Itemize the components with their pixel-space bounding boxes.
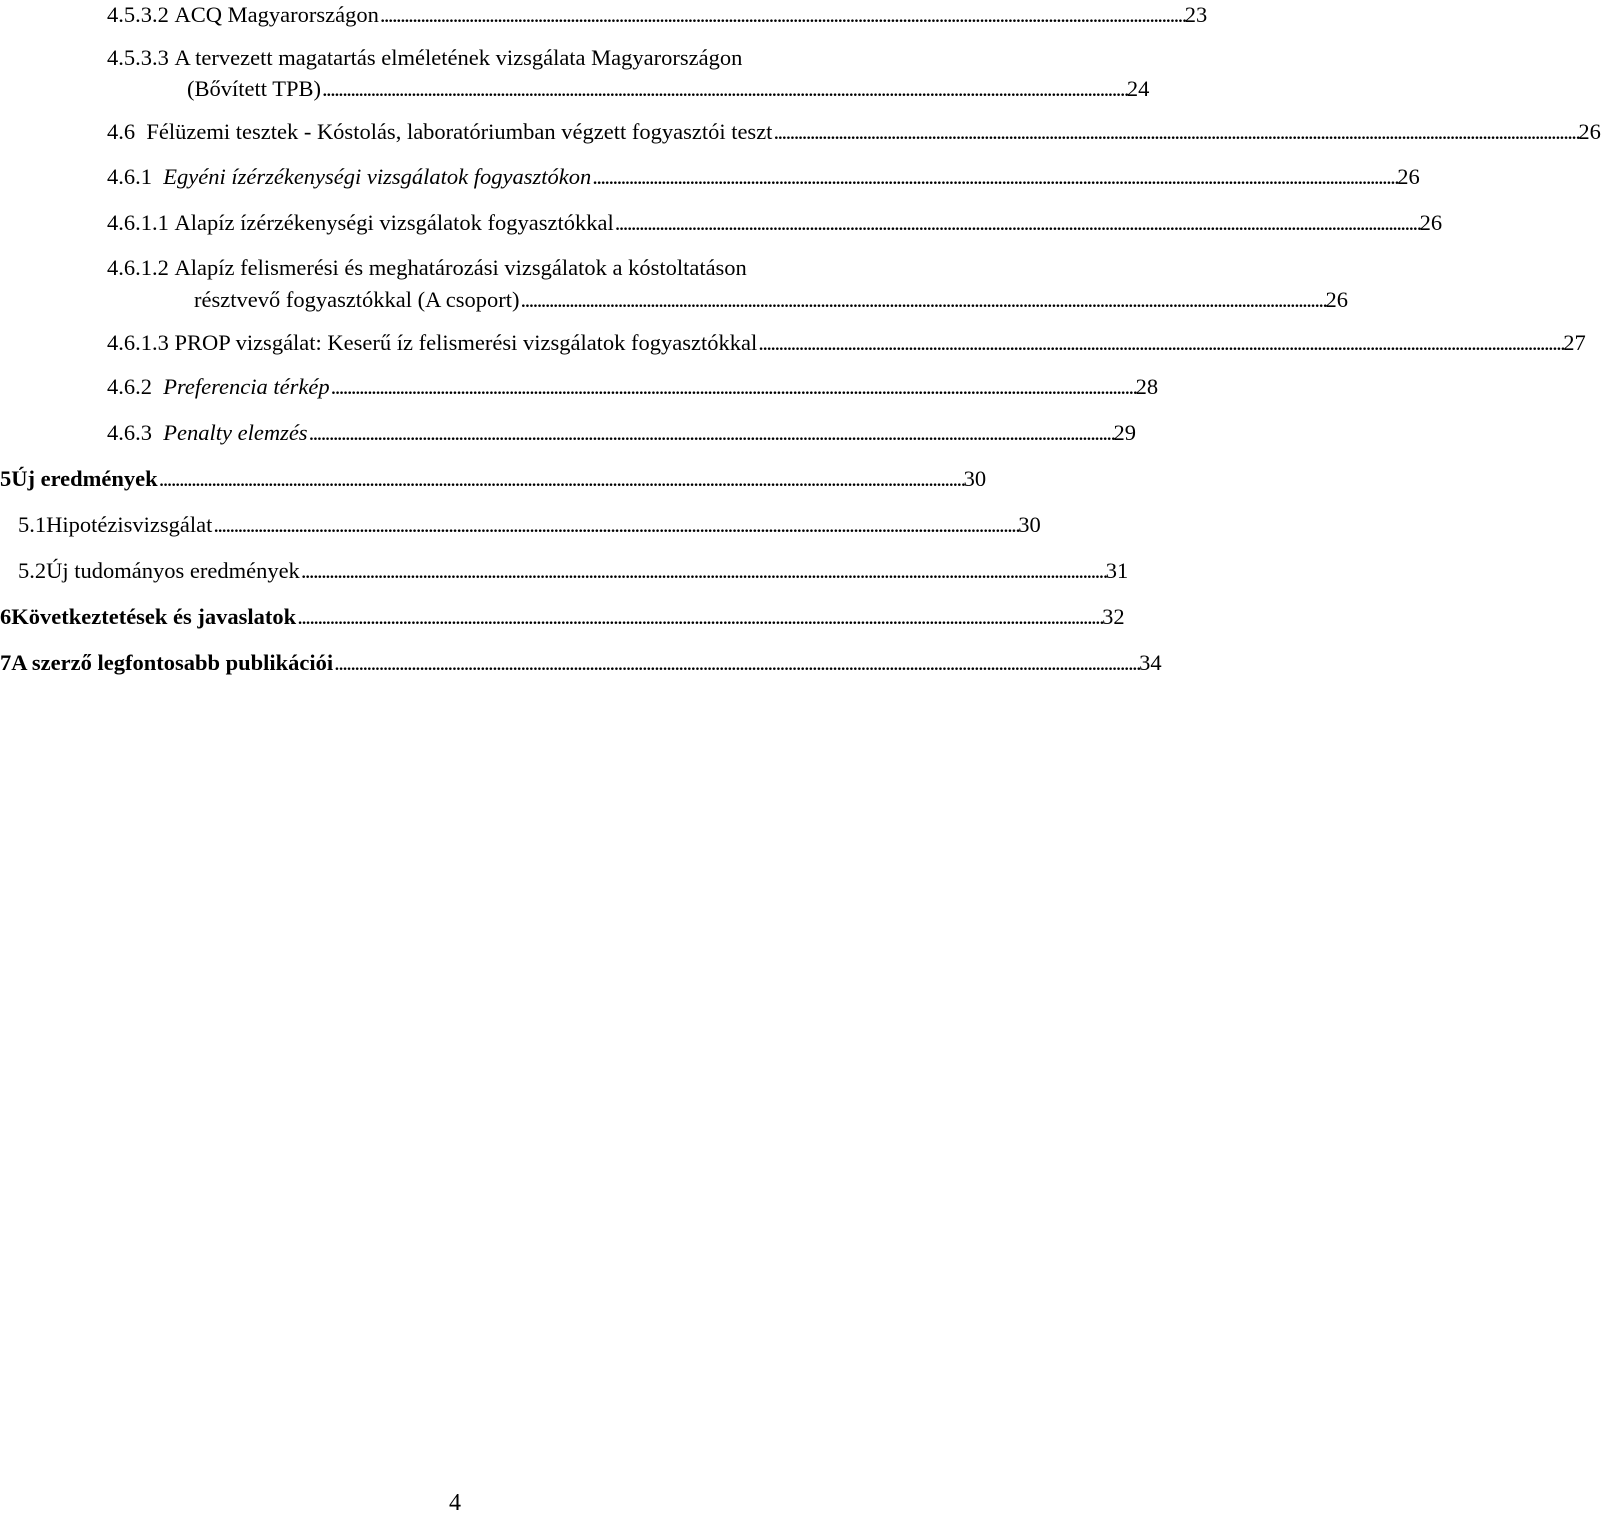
dot-leader xyxy=(322,74,1126,104)
toc-page: 30 xyxy=(1018,512,1041,537)
toc-number: 4.6.1.2 xyxy=(107,255,169,280)
toc-page: 26 xyxy=(1578,119,1601,144)
toc-title: Alapíz felismerési és meghatározási vizsgálatok a kóstoltatáson xyxy=(174,255,747,280)
toc-page: 23 xyxy=(1184,2,1208,27)
toc-title-continued: résztvevő fogyasztókkal (A csoport) xyxy=(194,287,520,312)
dot-leader xyxy=(521,285,1325,315)
toc-page: 24 xyxy=(1126,76,1150,101)
toc-entry-4-6-2[interactable] xyxy=(107,372,1159,402)
toc-page: 26 xyxy=(1325,287,1348,312)
toc-number: 4.6.1 xyxy=(107,164,152,189)
toc-number: 5.2 xyxy=(18,558,47,583)
toc-title: A szerző legfontosabb publikációi xyxy=(11,650,334,675)
toc-page: 30 xyxy=(963,466,987,491)
dot-leader xyxy=(331,372,1135,402)
toc-number: 5 xyxy=(0,466,12,491)
toc-title: PROP vizsgálat: Keserű íz felismerési vizsgálatok fogyasztókkal xyxy=(174,330,758,355)
toc-entry-6[interactable] xyxy=(0,602,1125,632)
toc-title: Egyéni ízérzékenységi vizsgálatok fogyasztókon xyxy=(163,164,592,189)
toc-entry-4-6[interactable] xyxy=(107,117,1601,147)
dot-leader xyxy=(301,556,1105,586)
toc-entry-7[interactable] xyxy=(0,648,1162,678)
toc-title: Penalty elemzés xyxy=(163,420,308,445)
toc-number: 4.6.2 xyxy=(107,374,152,399)
toc-number: 4.6 xyxy=(107,119,136,144)
dot-leader xyxy=(297,602,1101,632)
toc-entry-4-6-1-2-line1[interactable] xyxy=(107,253,747,283)
toc-title: A tervezett magatartás elméletének vizsgálata Magyarországon xyxy=(174,45,743,70)
page-number: 4 xyxy=(449,1490,461,1516)
dot-leader xyxy=(309,418,1113,448)
toc-entry-4-6-3[interactable] xyxy=(107,418,1137,448)
dot-leader xyxy=(773,117,1577,147)
toc-page: 34 xyxy=(1139,650,1162,675)
toc-entry-4-6-1-3[interactable] xyxy=(107,328,1586,358)
toc-entry-5-1[interactable] xyxy=(18,510,1041,540)
toc-title: Félüzemi tesztek - Kóstolás, laboratóriumban végzett fogyasztói teszt xyxy=(146,119,773,144)
toc-entry-4-6-1-2[interactable] xyxy=(194,285,1348,315)
toc-title: Preferencia térkép xyxy=(163,374,330,399)
toc-title: Hipotézisvizsgálat xyxy=(46,512,213,537)
toc-title-continued: (Bővített TPB) xyxy=(187,76,321,101)
toc-title: Új eredmények xyxy=(11,466,158,491)
toc-page: 28 xyxy=(1135,374,1159,399)
dot-leader xyxy=(380,0,1184,30)
toc-entry-5[interactable] xyxy=(0,464,987,494)
dot-leader xyxy=(615,208,1419,238)
toc-entry-4-6-1-1[interactable] xyxy=(107,208,1443,238)
toc-title: Új tudományos eredmények xyxy=(46,558,300,583)
dot-leader xyxy=(334,648,1138,678)
toc-number: 4.5.3.3 xyxy=(107,45,169,70)
toc-title: Alapíz ízérzékenységi vizsgálatok fogyasztókkal xyxy=(174,210,614,235)
toc-entry-4-6-1[interactable] xyxy=(107,162,1420,192)
toc-entry-5-2[interactable] xyxy=(18,556,1129,586)
toc-number: 4.6.1.3 xyxy=(107,330,169,355)
toc-number: 4.5.3.2 xyxy=(107,2,169,27)
dot-leader xyxy=(592,162,1396,192)
toc-entry-4-5-3-2[interactable] xyxy=(107,0,1208,30)
toc-number: 6 xyxy=(0,604,12,629)
dot-leader xyxy=(213,510,1017,540)
toc-title: Következtetések és javaslatok xyxy=(11,604,297,629)
toc-page: 26 xyxy=(1397,164,1420,189)
toc-page: 26 xyxy=(1419,210,1443,235)
dot-leader xyxy=(159,464,963,494)
toc-number: 5.1 xyxy=(18,512,47,537)
toc-page: 31 xyxy=(1105,558,1129,583)
toc-page: 32 xyxy=(1102,604,1125,629)
toc-title: ACQ Magyarországon xyxy=(174,2,379,27)
toc-number: 7 xyxy=(0,650,12,675)
toc-page: 27 xyxy=(1563,330,1586,355)
dot-leader xyxy=(758,328,1562,358)
toc-entry-4-5-3-3-line1[interactable] xyxy=(107,43,742,73)
toc-page: 29 xyxy=(1113,420,1137,445)
toc-number: 4.6.1.1 xyxy=(107,210,169,235)
toc-number: 4.6.3 xyxy=(107,420,152,445)
toc-entry-4-5-3-3[interactable] xyxy=(187,74,1150,104)
